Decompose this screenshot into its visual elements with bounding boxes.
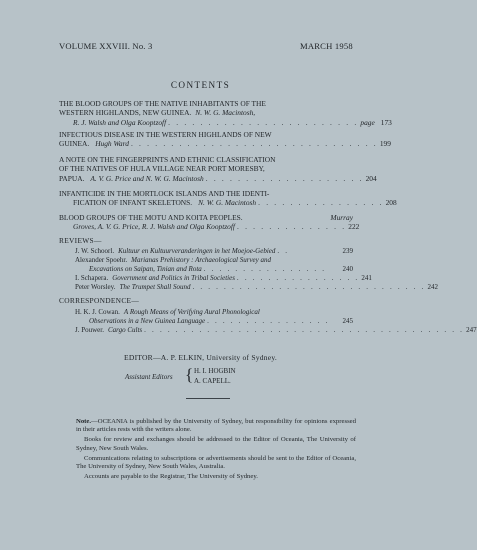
leader-dots: . . bbox=[277, 247, 290, 255]
entry-title: BLOOD GROUPS OF THE MOTU AND KOITA PEOPLES. bbox=[59, 213, 243, 222]
note-lead: Note. bbox=[76, 418, 92, 425]
review-title: The Trumpet Shall Sound bbox=[119, 283, 191, 291]
page-number: 247 bbox=[466, 326, 477, 334]
toc-entry[interactable] bbox=[59, 130, 391, 149]
review-title: Government and Politics in Tribal Societies bbox=[112, 274, 235, 282]
toc-entry[interactable] bbox=[59, 189, 397, 208]
review-author: J. W. Schoorl. bbox=[75, 247, 115, 255]
page-number: 242 bbox=[427, 283, 439, 291]
leader-dots: . . . . . . . . . . . . . . . . . . . . bbox=[205, 173, 364, 183]
editor-line: EDITOR—A. P. ELKIN, University of Sydney. bbox=[124, 353, 277, 362]
note-paragraph: —OCEANIA is published by the University of Sydney, but responsibility for opinions expressed in their articles rests with the writers alone. bbox=[76, 418, 356, 434]
page-number: 222 bbox=[348, 222, 360, 232]
contents-heading: CONTENTS bbox=[170, 80, 231, 90]
divider bbox=[186, 398, 230, 399]
leader-dots: . . . . . . . . . . . . . . . . bbox=[236, 274, 360, 282]
volume-number: VOLUME XXVIII. No. 3 bbox=[59, 41, 153, 51]
review-entry[interactable] bbox=[75, 283, 439, 292]
toc-entry[interactable] bbox=[59, 213, 360, 232]
entry-authors: Murray bbox=[330, 213, 353, 222]
entry-title-cont: WESTERN HIGHLANDS, NEW GUINEA. bbox=[59, 108, 192, 118]
page-number: 245 bbox=[342, 316, 353, 325]
entry-authors: N. W. G. Macintosh, bbox=[195, 108, 256, 118]
entry-title-cont: OF THE NATIVES OF HULA VILLAGE NEAR PORT MORESBY, bbox=[59, 164, 265, 174]
page-number: 199 bbox=[379, 139, 391, 149]
correspondence-entry[interactable] bbox=[75, 308, 353, 325]
review-title: Marianas Prehistory : Archaeological Survey and bbox=[131, 256, 272, 264]
review-entry[interactable] bbox=[75, 274, 372, 283]
review-author: Alexander Spoehr. bbox=[75, 256, 128, 264]
assistant-editor-name: A. CAPELL. bbox=[194, 377, 231, 385]
note-paragraph: Accounts are payable to the Registrar, The University of Sydney. bbox=[84, 473, 258, 481]
page-number: 173 bbox=[380, 117, 392, 127]
reviews-heading: REVIEWS— bbox=[59, 236, 102, 245]
entry-title-cont: FICATION OF INFANT SKELETONS. bbox=[73, 198, 193, 208]
entry-title-cont: GUINEA. bbox=[59, 139, 90, 149]
issue-date: MARCH 1958 bbox=[300, 41, 353, 51]
entry-authors: N. W. G. Macintosh bbox=[198, 198, 257, 208]
review-author: I. Schapera. bbox=[75, 274, 109, 282]
page-number: 208 bbox=[385, 198, 397, 208]
correspondence-author: H. K. J. Cowan. bbox=[75, 308, 120, 316]
correspondence-author: J. Pouwer. bbox=[75, 326, 104, 334]
leader-dots: . . . . . . . . . . . . . . . . . . . . . . . . . . . . . . . bbox=[130, 139, 378, 149]
correspondence-entry[interactable] bbox=[75, 326, 477, 335]
note-paragraph: Communications relating to subscriptions or advertisements should be sent to the Editor of Oceania, The University of Sydney, New South Wales, Australia. bbox=[76, 454, 356, 471]
note-paragraph: Books for review and exchanges should be addressed to the Editor of Oceania, The University of Sydney, New South Wales. bbox=[76, 436, 356, 452]
page-number: 240 bbox=[342, 264, 353, 273]
entry-title: INFANTICIDE IN THE MORTLOCK ISLANDS AND THE IDENTI- bbox=[59, 189, 270, 198]
entry-authors: Hugh Ward bbox=[95, 139, 129, 149]
page-number: 204 bbox=[365, 173, 377, 183]
correspondence-title: A Rough Means of Verifying Aural Phonological bbox=[123, 308, 260, 316]
leader-dots: . . . . . . . . . . . . . . bbox=[236, 222, 347, 232]
correspondence-title-cont: Observations in a New Guinea Language bbox=[89, 316, 206, 325]
entry-authors-cont: R. J. Walsh and Olga Kooptzoff bbox=[73, 117, 167, 127]
entry-title-cont: PAPUA. bbox=[59, 173, 85, 183]
correspondence-heading: CORRESPONDENCE— bbox=[59, 296, 140, 305]
brace-icon: { bbox=[185, 365, 194, 384]
toc-entry[interactable] bbox=[59, 155, 377, 183]
page-prefix: page bbox=[360, 117, 375, 127]
page-number: 241 bbox=[361, 274, 372, 282]
leader-dots: . . . . . . . . . . . . . . . . . . . . . . . . . . . . . . bbox=[192, 283, 426, 291]
correspondence-title: Cargo Cults bbox=[107, 326, 143, 334]
entry-authors-cont: Groves, A. V. G. Price, R. J. Walsh and Olga Kooptzoff bbox=[73, 222, 235, 232]
entry-title: INFECTIOUS DISEASE IN THE WESTERN HIGHLANDS OF NEW bbox=[59, 130, 272, 139]
leader-dots: . . . . . . . . . . . . . . . . . . . . . . . . . . . . . . . . . . . . . . . . . bbox=[144, 326, 465, 334]
leader-dots: . . . . . . . . . . . . . . . . bbox=[207, 316, 330, 325]
review-title: Kultuur en Kultuurveranderingen in het Moejoe-Gebied bbox=[118, 247, 276, 255]
review-author: Peter Worsley. bbox=[75, 283, 116, 291]
leader-dots: . . . . . . . . . . . . . . . . bbox=[258, 198, 384, 208]
toc-entry[interactable] bbox=[59, 99, 392, 127]
entry-title: A NOTE ON THE FINGERPRINTS AND ETHNIC CLASSIFICATION bbox=[59, 155, 276, 164]
review-title-cont: Excavations on Saipan, Tinian and Rota bbox=[89, 264, 202, 273]
review-entry[interactable] bbox=[75, 256, 353, 273]
entry-authors: A. V. G. Price and N. W. G. Macintosh bbox=[90, 173, 204, 183]
leader-dots: . . . . . . . . . . . . . . . . . . . . . . . . bbox=[168, 117, 359, 127]
page-number: 239 bbox=[342, 247, 353, 255]
entry-title: THE BLOOD GROUPS OF THE NATIVE INHABITANTS OF THE bbox=[59, 99, 266, 108]
leader-dots: . . . . . . . . . . . . . . . . bbox=[203, 264, 327, 273]
assistant-editor-name: H. I. HOGBIN bbox=[194, 367, 236, 375]
assistant-editors-label: Assistant Editors bbox=[125, 373, 173, 381]
review-entry[interactable] bbox=[75, 247, 353, 256]
publisher-note bbox=[76, 418, 356, 483]
